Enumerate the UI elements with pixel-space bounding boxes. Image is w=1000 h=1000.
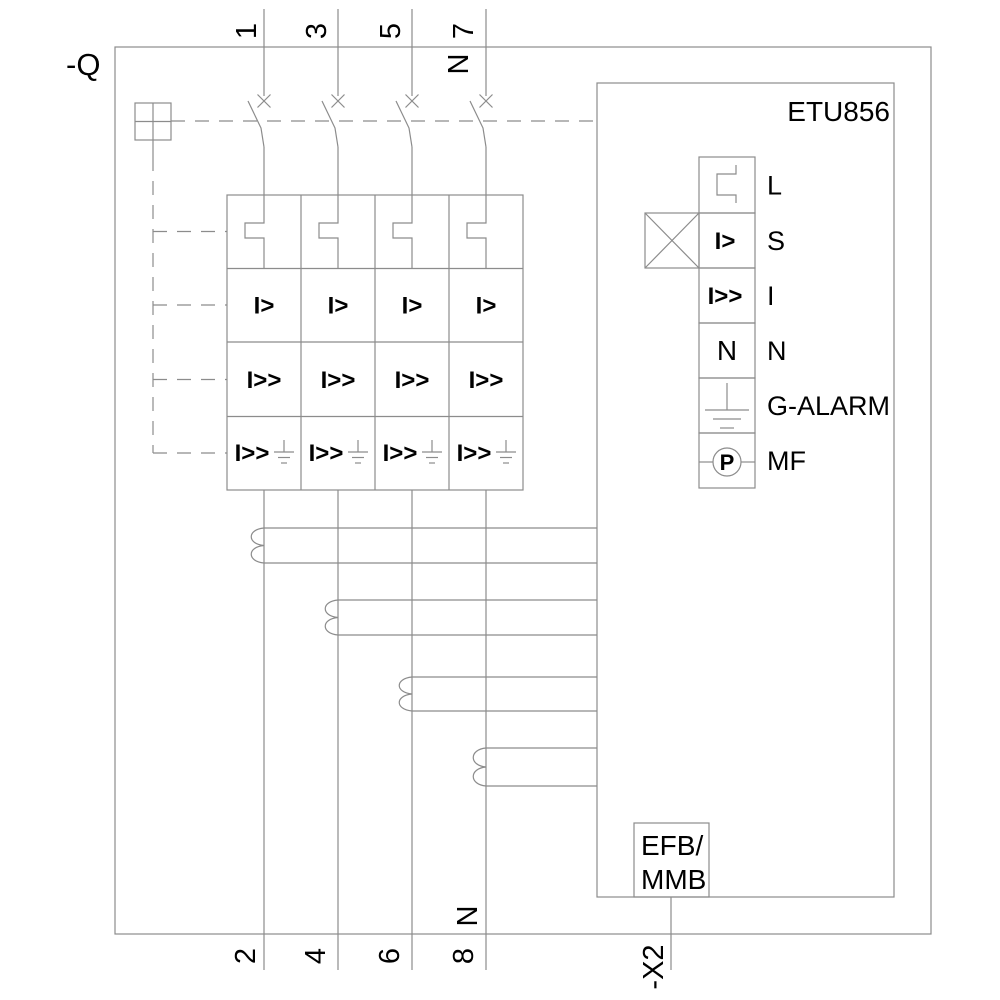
pole-2-switch-blade: [322, 101, 338, 147]
etu-label-l: L: [767, 170, 783, 201]
pole-4-switch-blade: [470, 101, 486, 147]
pole-1-overload-symbol: I>: [253, 292, 275, 320]
etu-n-symbol: N: [716, 335, 738, 366]
pole-4-contact-cross-icon: [480, 95, 493, 108]
etu-label-s: S: [767, 226, 786, 256]
etu-label-n: N: [767, 336, 787, 366]
pole-3-instantaneous-symbol: I>>: [394, 367, 430, 394]
pole-2-ground-fault-symbol: I>>: [308, 440, 344, 467]
pole-3-long-time-step-icon: [393, 195, 412, 269]
etu-label-i: I: [767, 281, 775, 311]
pole-4-ground-fault-symbol: I>>: [456, 440, 492, 467]
bottom-terminal-8-label: 8: [448, 947, 481, 965]
drawout-position-icon: [135, 103, 171, 157]
top-terminal-7-label: 7: [448, 22, 481, 40]
etu-label-g-alarm: G-ALARM: [767, 391, 891, 421]
pole-4-instantaneous-symbol: I>>: [468, 367, 504, 394]
pole-2-contact-cross-icon: [332, 95, 345, 108]
pole-1-earth-icon: [274, 440, 294, 463]
bottom-neutral-label: N: [452, 905, 485, 927]
pole-4-overload-symbol: I>: [475, 292, 497, 320]
etu-title: ETU856: [787, 96, 890, 127]
pole-2-earth-icon: [348, 440, 368, 463]
pole-4-earth-icon: [496, 440, 516, 463]
top-terminal-3-label: 3: [301, 22, 334, 40]
bottom-terminal-2-label: 2: [230, 947, 263, 965]
etu-i-symbol: I>>: [707, 283, 743, 310]
pole-1-ground-fault-symbol: I>>: [234, 440, 270, 467]
pole-3-ct-coil-icon: [399, 677, 597, 711]
pole-1-instantaneous-symbol: I>>: [246, 367, 282, 394]
pole-2-long-time-step-icon: [319, 195, 338, 269]
pole-2-ct-coil-icon: [325, 600, 597, 635]
etu-trip-coil-icon: [645, 213, 699, 268]
pole-2-instantaneous-symbol: I>>: [320, 367, 356, 394]
comm-box-line2: MMB: [641, 864, 707, 895]
pole-3-overload-symbol: I>: [401, 292, 423, 320]
pole-1-switch-blade: [248, 101, 264, 147]
device-designation-label: -Q: [66, 47, 101, 82]
x2-terminal-label: -X2: [638, 944, 671, 990]
etu-mf-p-symbol: P: [719, 450, 735, 475]
etu-s-symbol: I>: [714, 228, 736, 255]
pole-3-earth-icon: [422, 440, 442, 463]
top-terminal-5-label: 5: [375, 22, 408, 40]
etu-cell-l: [699, 157, 755, 213]
etu-label-mf: MF: [767, 446, 806, 476]
pole-1-long-time-step-icon: [245, 195, 264, 269]
comm-box-line1: EFB/: [641, 830, 704, 861]
top-terminal-1-label: 1: [231, 22, 264, 40]
pole-4-ct-coil-icon: [473, 748, 597, 786]
pole-2-overload-symbol: I>: [327, 292, 349, 320]
pole-3-switch-blade: [396, 101, 412, 147]
bottom-terminal-4-label: 4: [300, 947, 333, 965]
etu-long-time-step-icon: [717, 165, 736, 203]
pole-1-ct-coil-icon: [251, 528, 597, 563]
pole-3-ground-fault-symbol: I>>: [382, 440, 418, 467]
etu-earth-icon: [705, 383, 749, 428]
etu-box: [597, 83, 894, 897]
pole-1-contact-cross-icon: [258, 95, 271, 108]
pole-3-contact-cross-icon: [406, 95, 419, 108]
pole-4-long-time-step-icon: [467, 195, 486, 269]
top-neutral-label: N: [443, 53, 476, 75]
etu-function-cells: [645, 157, 755, 488]
bottom-terminal-6-label: 6: [374, 947, 407, 965]
